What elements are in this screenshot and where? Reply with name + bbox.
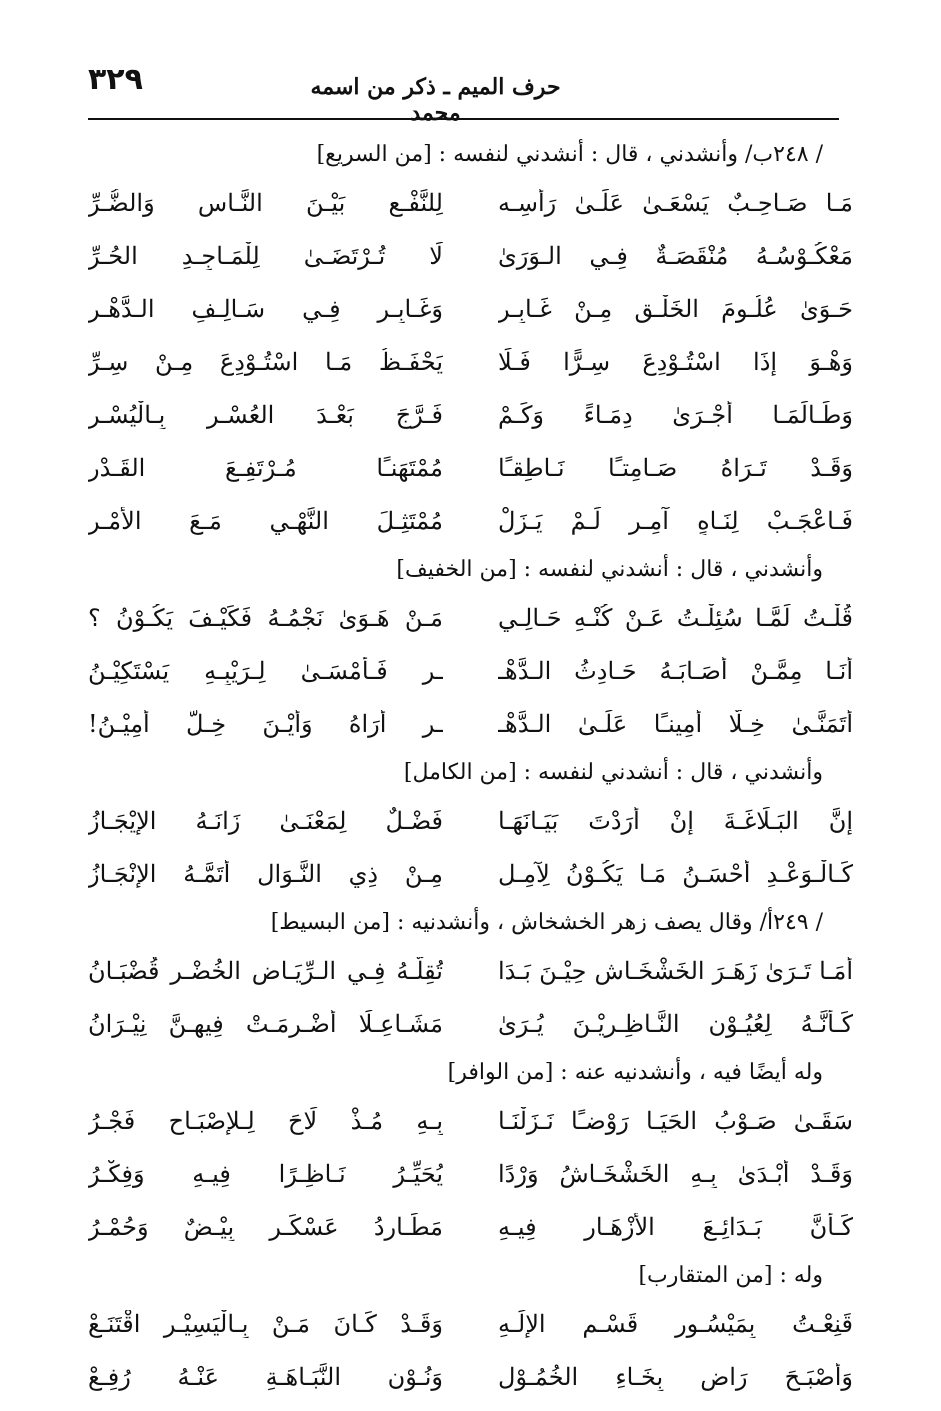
poem-section [88, 1058, 853, 1261]
second-hemistich: فَـرَّجَ بَعْـدَ العُسْـرِ بِـالْيُسْـرِ [88, 400, 443, 429]
second-hemistich: بِـهِ مُـذْ لَاحَ لِـلإِصْبَـاحِ فَجْـرُ [88, 1106, 443, 1135]
second-hemistich: يَحْفَـظُ مَـا اسْتُـوْدِعَ مِـنْ سِـرِّ [88, 347, 443, 376]
page-number: ٣٢٩ [88, 62, 143, 97]
verse-line [88, 335, 853, 388]
verse-line [88, 997, 853, 1050]
verse-line [88, 1147, 853, 1200]
second-hemistich: مِـنْ ذِي النَّـوَالِ أَتَمَّـهُ الإِنْجَـازُ [88, 859, 443, 888]
second-hemistich: مَطَـارِدُ عَسْكَـرٍ بِيْـضٌ وَحُمْـرُ [88, 1212, 443, 1241]
verse-line [88, 388, 853, 441]
verse-line [88, 697, 853, 750]
poem-section [88, 1261, 853, 1411]
second-hemistich: وَغَـابِـرٍ فِـي سَـالِـفِ الـدَّهْـرِ [88, 294, 443, 323]
first-hemistich: أَمَـا تَـرَىٰ زَهَـرَ الخَشْخَـاشِ حِيْـنَ بَـدَا [498, 956, 853, 985]
section-intro: / ٢٤٨ب/ وأنشدني ، قال : أنشدني لنفسه : [من السريع] [316, 142, 823, 167]
first-hemistich: كَـأَنَّـهُ لِعُيُـوْنِ النَّـاظِـرِيْـنَ يُـرَىٰ [498, 1009, 853, 1038]
verse-line [88, 944, 853, 997]
poem-section [88, 758, 853, 908]
section-intro: وله : [من المتقارب] [638, 1263, 823, 1288]
poem-section [88, 555, 853, 758]
verse-line [88, 591, 853, 644]
verse-line [88, 494, 853, 547]
second-hemistich: مَشَـاعِـلًا أُضْـرِمَـتْ فِيهِـنَّ نِيْـرَانُ [88, 1009, 443, 1038]
verse-line [88, 1200, 853, 1253]
running-title: حرف الميم ـ ذكر من اسمه محمد [310, 74, 561, 126]
second-hemistich: مُمْتَهَنـًا مُـرْتَفِـعَ القَـدْرِ [88, 453, 443, 482]
second-hemistich: فَضْـلٌ لِمَعْنَـىٰ زَانَـهُ الإِيْجَـازُ [88, 806, 443, 835]
first-hemistich: قُلْـتُ لَمَّـا سُئِلْـتُ عَـنْ كُنْـهِ حَـالِـي [498, 603, 853, 632]
first-hemistich: مَـا صَـاحِـبٌ يَسْعَـىٰ عَلَـىٰ رَأْسِـه [498, 188, 853, 217]
first-hemistich: فَـاعْجَـبْ لِنَـاهٍ آمِـرٍ لَـمْ يَـزَلْ [498, 506, 853, 535]
verse-line [88, 1350, 853, 1403]
first-hemistich: مَعْكُـوْسُـهُ مُنْقَصَـةٌ فِـي الـوَرَىٰ [498, 241, 853, 270]
poem-section [88, 908, 853, 1058]
second-hemistich: ـرِ فَـأَمْسَـىٰ لِـرَيْبِـهِ يَسْتَكِيْـنُ [88, 656, 443, 685]
first-hemistich: وَطَـالَمَـا أَجْـرَىٰ دِمَـاءً وَكَـمْ [498, 400, 853, 429]
verse-line [88, 1297, 853, 1350]
second-hemistich: مَـنْ هَـوَىٰ نَجْمُـهُ فَكَيْـفَ يَكُـوْنُ ؟ [88, 603, 443, 632]
first-hemistich: أَتَمَنَّـىٰ خِـلًّا أَمِينـًا عَلَـىٰ الـدَّهْـ [498, 709, 853, 738]
verse-line [88, 176, 853, 229]
section-intro: وله أيضًا فيه ، وأنشدنيه عنه : [من الوافر] [447, 1060, 823, 1085]
second-hemistich: لِلنَّفْـعِ بَيْـنَ النَّـاسِ وَالضُّـرِّ [88, 188, 443, 217]
first-hemistich: كَـأَنَّ بَـدَائِـعَ الأَزْهَـارِ فِيـهِ [498, 1212, 853, 1241]
verse-line [88, 229, 853, 282]
first-hemistich: قَنِعْـتُ بِمَيْسُـورِ قَسْـمِ الإِلَـهِ [498, 1309, 853, 1338]
verse-line [88, 644, 853, 697]
poem-section [88, 140, 853, 555]
first-hemistich: كَـالْـوَعْـدِ أَحْسَـنُ مَـا يَكُـوْنُ لِآمِـلٍ [498, 859, 853, 888]
verse-line [88, 1094, 853, 1147]
verse-line [88, 847, 853, 900]
first-hemistich: وَأَصْبَـحَ رَاضٍ بِخَـاءِ الخُمُـوْلِ [498, 1362, 853, 1391]
verse-line [88, 441, 853, 494]
poem-body [88, 140, 853, 1411]
second-hemistich: وَنُـوْنِ النَّبَـاهَـةِ عَنْـهُ رُفِـعْ [88, 1362, 443, 1391]
verse-line [88, 282, 853, 335]
first-hemistich: وَقَـدْ أَبْـدَىٰ بِـهِ الخَشْخَـاشُ وَرْدًا [498, 1159, 853, 1188]
second-hemistich: تُقِلُّـهُ فِـي الـرِّيَـاضِ الخُضْـرِ قُضْبَـانُ [88, 956, 443, 985]
section-intro: وأنشدني ، قال : أنشدني لنفسه : [من الكامل] [403, 760, 823, 785]
first-hemistich: سَقَـىٰ صَـوْبُ الحَيَـا رَوْضـًا نَـزَلْنَـا [498, 1106, 853, 1135]
first-hemistich: إِنَّ البَـلَاغَـةَ إِنْ أَرَدْتَ بَيَـانَهَـا [498, 806, 853, 835]
second-hemistich: ـرِ أَرَاهُ وَأَيْـنَ خِـلٌّ أَمِيْـنُ! [88, 709, 443, 738]
verse-line [88, 794, 853, 847]
second-hemistich: مُمْتَثِـلَ النَّهْـيِ مَـعَ الأَمْـرِ [88, 506, 443, 535]
section-intro: / ٢٤٩أ/ وقال يصف زهر الخشخاش ، وأنشدنيه : [من البسيط] [270, 910, 823, 935]
first-hemistich: حَـوَىٰ عُلُـومَ الخَلْـقِ مِـنْ غَـابِـرٍ [498, 294, 853, 323]
section-intro: وأنشدني ، قال : أنشدني لنفسه : [من الخفيف] [396, 557, 823, 582]
header-rule [88, 118, 839, 120]
second-hemistich: لَا تُـرْتَضَـىٰ لِلْمَـاجِـدِ الحُـرِّ [88, 241, 443, 270]
first-hemistich: وَقَـدْ تَـرَاهُ صَـامِتـًا نَـاطِقـًا [498, 453, 853, 482]
first-hemistich: وَهْـوَ إِذَا اسْتُـوْدِعَ سِـرًّا فَـلَا [498, 347, 853, 376]
first-hemistich: أَنَـا مِمَّـنْ أَصَـابَـهُ حَـادِثُ الـدَّهْـ [498, 656, 853, 685]
second-hemistich: وَقَـدْ كَـانَ مَـنْ بِـالْيَسِيْـرِ اقْتَنَـعْ [88, 1309, 443, 1338]
second-hemistich: يُحَيِّـرُ نَـاظِـرًا فِيـهِ وَفِكْـرُ [88, 1159, 443, 1188]
